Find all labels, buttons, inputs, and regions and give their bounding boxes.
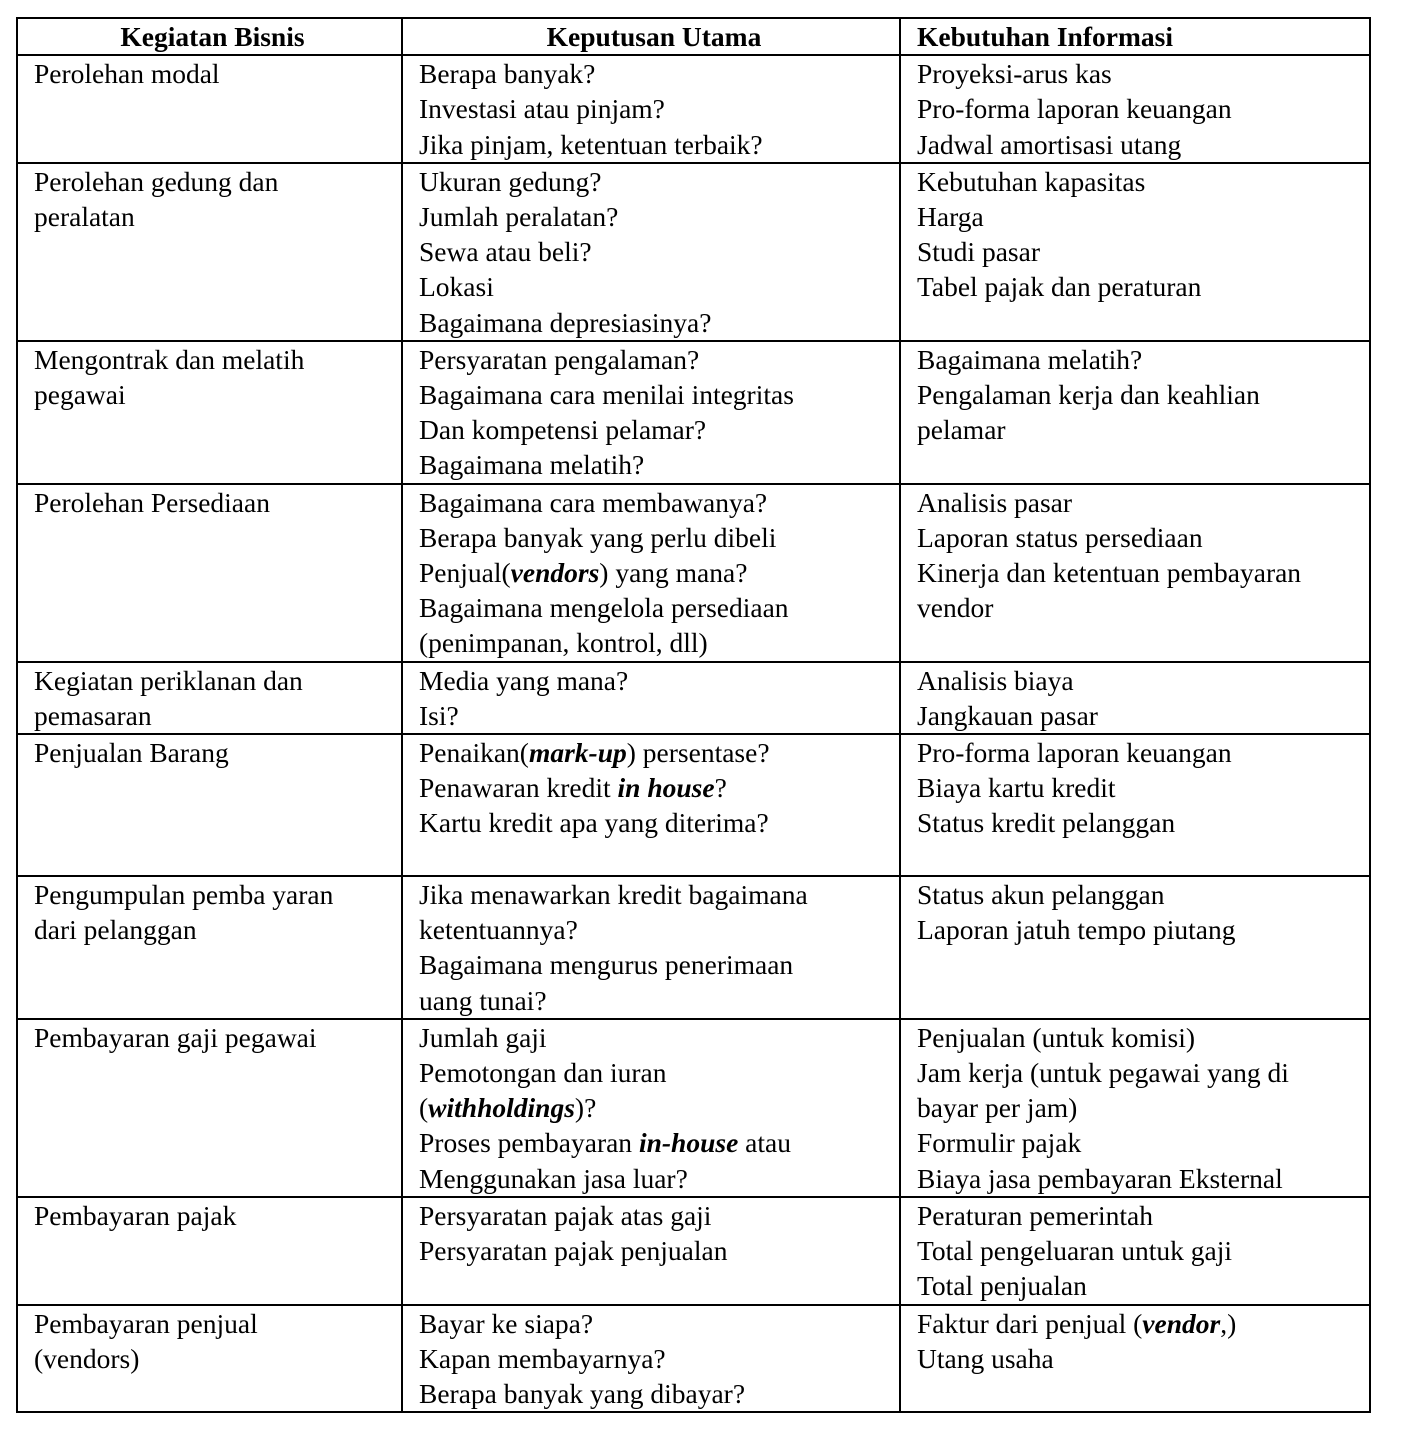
text-run: ? [714,772,727,804]
activity-cell [17,341,402,484]
cell-line: pelamar [917,414,1006,446]
cell-line: Berapa banyak? [419,58,596,90]
decisions-cell [402,484,900,662]
cell-line [917,1306,1359,1341]
cell-line: Formulir pajak [917,1127,1082,1159]
decisions-cell [402,876,900,1019]
table-row [17,484,1370,662]
text-run: ) yang mana? [599,557,748,589]
decisions-cell [402,734,900,876]
header-information: Kebutuhan Informasi [900,18,1370,55]
text-run: ( [419,1092,429,1124]
info-cell [900,1019,1370,1197]
cell-line: Pembayaran pajak [34,1199,237,1231]
activity-cell [17,55,402,163]
business-activities-table [16,17,1371,1413]
info-cell [900,734,1370,876]
cell-line: Investasi atau pinjam? [419,93,665,125]
cell-line: Bagaimana melatih? [419,449,645,481]
cell-line: Media yang mana? [419,664,629,696]
cell-line: Jam kerja (untuk pegawai yang di [917,1057,1289,1089]
cell-line: Pro-forma laporan keuangan [917,93,1232,125]
cell-line: Kartu kredit apa yang diterima? [419,807,769,839]
cell-line: Biaya kartu kredit [917,772,1116,804]
table-row [17,1197,1370,1305]
cell-line: vendor [917,592,994,624]
cell-line: Studi pasar [917,236,1040,268]
table-row [17,876,1370,1019]
cell-line: Peraturan pemerintah [917,1199,1153,1231]
cell-line: Jika pinjam, ketentuan terbaik? [419,128,763,160]
text-run: Penjual( [419,557,511,589]
cell-line: Berapa banyak yang perlu dibeli [419,521,777,553]
cell-line: bayar per jam) [917,1092,1078,1124]
cell-line: Pengumpulan pemba yaran [34,879,334,911]
table-row [17,55,1370,163]
activity-cell [17,1197,402,1305]
cell-line: Isi? [419,699,459,731]
text-run: Penawaran kredit [419,772,618,804]
decisions-cell [402,55,900,163]
cell-line: Bagaimana depresiasinya? [419,306,712,338]
cell-line: Penjualan (untuk komisi) [917,1021,1196,1053]
cell-line: Jangkauan pasar [917,699,1098,731]
text-run: ,) [1220,1307,1237,1339]
cell-line [419,735,889,770]
text-run: ) persentase? [626,737,770,769]
info-cell [900,484,1370,662]
cell-line: Bagaimana mengurus penerimaan [419,949,794,981]
cell-line: Perolehan modal [34,58,220,90]
cell-line: Lokasi [419,271,494,303]
cell-line: Jika menawarkan kredit bagaimana [419,879,808,911]
cell-line: Laporan status persediaan [917,521,1203,553]
cell-line: Jumlah gaji [419,1021,547,1053]
cell-line: Pemotongan dan iuran [419,1057,667,1089]
emphasis-text: vendors [510,557,600,589]
text-run: Proses pembayaran [419,1127,639,1159]
cell-line: Jumlah peralatan? [419,201,619,233]
cell-line: Status kredit pelanggan [917,807,1176,839]
cell-line: Perolehan gedung dan [34,165,279,197]
cell-line: (vendors) [34,1342,140,1374]
cell-line [419,555,889,590]
activity-cell [17,1305,402,1413]
emphasis-text: mark-up [528,737,627,769]
cell-line: dari pelanggan [34,914,197,946]
cell-line: pegawai [34,379,126,411]
emphasis-text: in house [617,772,715,804]
cell-line: Utang usaha [917,1342,1054,1374]
info-cell [900,55,1370,163]
activity-cell [17,163,402,341]
info-cell [900,1305,1370,1413]
cell-line: Kinerja dan ketentuan pembayaran [917,557,1302,589]
emphasis-text: in-house [638,1127,739,1159]
table-row [17,163,1370,341]
cell-line: Dan kompetensi pelamar? [419,414,707,446]
activity-cell [17,1019,402,1197]
emphasis-text: vendor [1142,1307,1221,1339]
cell-line: Pengalaman kerja dan keahlian [917,379,1260,411]
cell-line: Bayar ke siapa? [419,1307,594,1339]
activity-cell [17,662,402,734]
cell-line: Biaya jasa pembayaran Eksternal [917,1162,1283,1194]
cell-line: Bagaimana cara menilai integritas [419,379,794,411]
cell-line: Persyaratan pajak penjualan [419,1235,728,1267]
table-row [17,1019,1370,1197]
cell-line: Pro-forma laporan keuangan [917,737,1232,769]
cell-line: uang tunai? [419,984,547,1016]
cell-line: pemasaran [34,699,152,731]
info-cell [900,1197,1370,1305]
text-run: atau [738,1127,791,1159]
cell-line: Pembayaran penjual [34,1307,258,1339]
header-activity: Kegiatan Bisnis [17,18,402,55]
cell-line: Kegiatan periklanan dan [34,664,303,696]
table-row [17,734,1370,876]
info-cell [900,341,1370,484]
cell-line: Analisis biaya [917,664,1074,696]
cell-line: Laporan jatuh tempo piutang [917,914,1236,946]
cell-line: Kebutuhan kapasitas [917,165,1146,197]
cell-line: Persyaratan pajak atas gaji [419,1199,712,1231]
cell-line: Bagaimana melatih? [917,343,1143,375]
table-header-row [17,18,1370,55]
cell-line: Tabel pajak dan peraturan [917,271,1202,303]
header-decisions: Keputusan Utama [402,18,900,55]
table-row [17,662,1370,734]
cell-line: Jadwal amortisasi utang [917,128,1182,160]
decisions-cell [402,1019,900,1197]
cell-line [419,770,889,805]
cell-line: Status akun pelanggan [917,879,1165,911]
cell-line: Perolehan Persediaan [34,486,270,518]
decisions-cell [402,163,900,341]
cell-line: Analisis pasar [917,486,1073,518]
cell-line: Bagaimana mengelola persediaan [419,592,789,624]
activity-cell [17,484,402,662]
cell-line: (penimpanan, kontrol, dll) [419,627,708,659]
cell-line: Total pengeluaran untuk gaji [917,1235,1232,1267]
text-run: Penaikan( [419,737,529,769]
cell-line: Berapa banyak yang dibayar? [419,1377,746,1409]
cell-line: Penjualan Barang [34,737,229,769]
info-cell [900,876,1370,1019]
cell-line: Mengontrak dan melatih [34,343,305,375]
cell-line: Bagaimana cara membawanya? [419,486,768,518]
emphasis-text: withholdings [428,1092,575,1124]
cell-line: Pembayaran gaji pegawai [34,1021,317,1053]
cell-line: Ukuran gedung? [419,165,602,197]
cell-line: ketentuannya? [419,914,578,946]
table-row [17,1305,1370,1413]
cell-line: Persyaratan pengalaman? [419,343,700,375]
cell-line: Menggunakan jasa luar? [419,1162,688,1194]
cell-line [419,1090,889,1125]
decisions-cell [402,1197,900,1305]
decisions-cell [402,662,900,734]
cell-line: Harga [917,201,984,233]
decisions-cell [402,341,900,484]
table-row [17,341,1370,484]
cell-line: Total penjualan [917,1270,1087,1302]
cell-line: Proyeksi-arus kas [917,58,1112,90]
cell-line: peralatan [34,201,135,233]
text-run: )? [574,1092,597,1124]
cell-line [419,1125,889,1160]
text-run: Faktur dari penjual ( [917,1307,1143,1339]
cell-line: Kapan membayarnya? [419,1342,666,1374]
activity-cell [17,734,402,876]
info-cell [900,662,1370,734]
info-cell [900,163,1370,341]
activity-cell [17,876,402,1019]
decisions-cell [402,1305,900,1413]
cell-line: Sewa atau beli? [419,236,592,268]
